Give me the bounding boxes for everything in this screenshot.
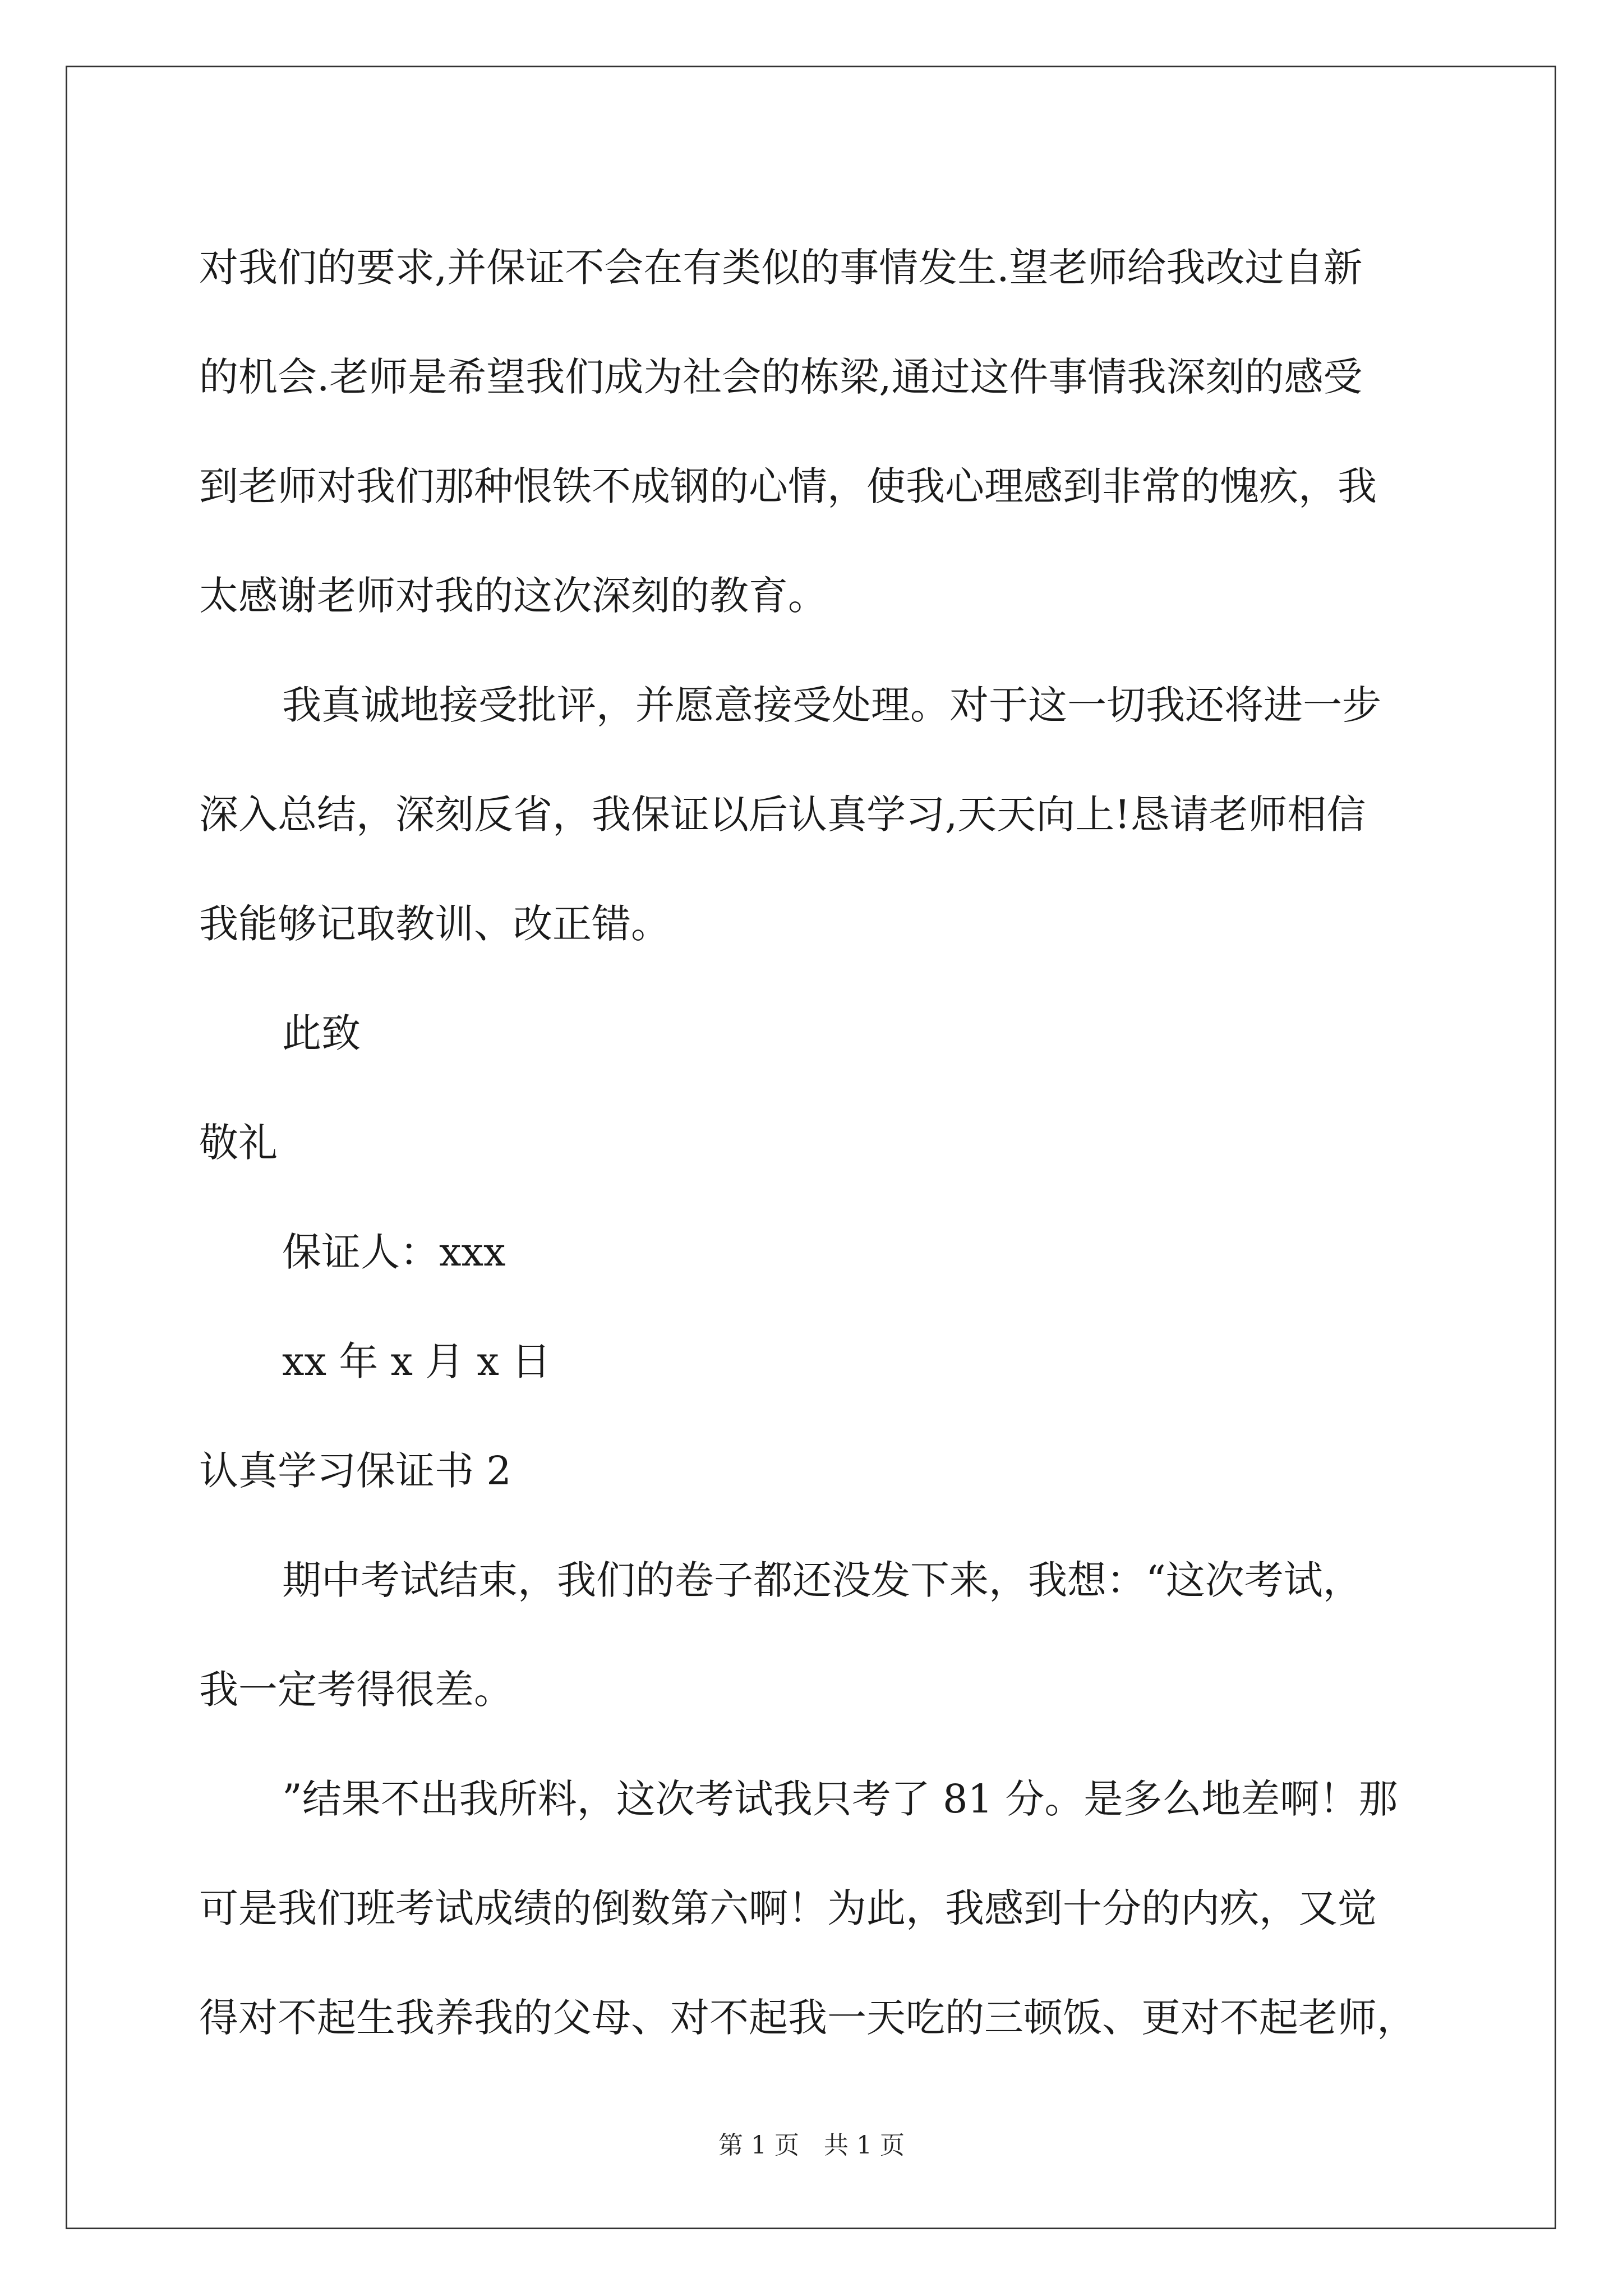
- paragraph-line: 得对不起生我养我的父母、对不起我一天吃的三顿饭、更对不起老师，: [199, 1995, 1416, 2041]
- closing-text: 此致: [282, 1010, 361, 1056]
- date-text: xx 年 x 月 x 日: [282, 1338, 551, 1384]
- document-body: [199, 213, 1427, 2073]
- paragraph-line: 对我们的要求,并保证不会在有类似的事情发生.望老师给我改过自新: [199, 245, 1363, 291]
- paragraph-line: 我真诚地接受批评，并愿意接受处理。对于这一切我还将进一步: [282, 682, 1381, 728]
- salute-text: 敬礼: [199, 1120, 278, 1166]
- paragraph-line: 太感谢老师对我的这次深刻的教育。: [199, 573, 827, 619]
- paragraph-line: 我一定考得很差。: [199, 1667, 513, 1713]
- paragraph-line: 期中考试结束，我们的卷子都还没发下来，我想：“这次考试，: [282, 1557, 1362, 1603]
- paragraph-line: 深入总结，深刻反省，我保证以后认真学习,天天向上!恳请老师相信: [199, 792, 1366, 838]
- paragraph-line: 我能够记取教训、改正错。: [199, 901, 670, 947]
- page-footer: 第 1 页 共 1 页: [718, 2131, 905, 2160]
- paragraph-line: 的机会.老师是希望我们成为社会的栋梁,通过这件事情我深刻的感受: [199, 354, 1363, 400]
- paragraph-line: ”结果不出我所料，这次考试我只考了 81 分。是多么地差啊！那: [282, 1776, 1398, 1822]
- paragraph-line: 可是我们班考试成绩的倒数第六啊！为此，我感到十分的内疚，又觉: [199, 1885, 1377, 1931]
- signer-text: 保证人：xxx: [282, 1229, 506, 1275]
- section-title: 认真学习保证书 2: [199, 1448, 511, 1494]
- paragraph-line: 到老师对我们那种恨铁不成钢的心情，使我心理感到非常的愧疚，我: [199, 463, 1377, 509]
